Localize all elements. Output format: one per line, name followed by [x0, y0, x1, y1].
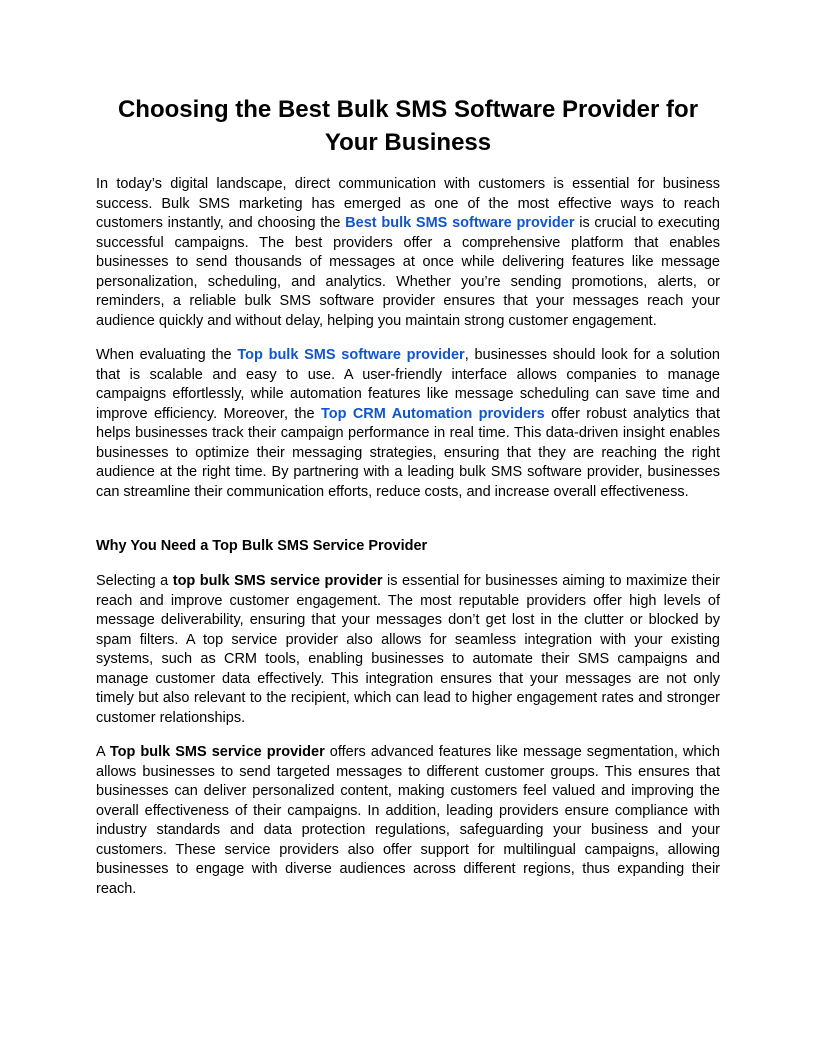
bold-phrase: top bulk SMS service provider: [172, 573, 383, 589]
paragraph-text: offer robust analytics that helps businesses track their campaign performance in real time. This data-driven insight enables businesses to optimize their messaging strategies, ensuring that they are reaching the right audience at the right time. By partnering with a leading bulk SMS software provider, businesses can streamline their communication efforts, reduce costs, and increase overall effectiveness.: [96, 405, 720, 500]
paragraph-text: When evaluating the: [96, 347, 238, 363]
paragraph-text: Selecting a: [96, 573, 173, 589]
paragraph-features: [96, 743, 720, 899]
top-crm-automation-link[interactable]: Top CRM Automation providers: [320, 405, 545, 422]
paragraph-intro: [96, 175, 720, 331]
paragraph-text: In today’s digital landscape, direct communication with customers is essential for business success. Bulk SMS marketing has emerged as one of the most effective ways to reach customers instantly, and choosing the: [96, 176, 720, 231]
paragraph-text: offers advanced features like message segmentation, which allows businesses to send targeted messages to different customer groups. This ensures that businesses can deliver personalized content, making customers feel valued and improving the overall effectiveness of their campaigns. In addition, leading providers ensure compliance with industry standards and data protection regulations, safeguarding your business and your customers. These service providers also offer support for multilingual campaigns, allowing businesses to engage with diverse audiences across different regions, thus expanding their reach.: [96, 744, 720, 897]
bold-phrase: Top bulk SMS service provider: [109, 744, 325, 760]
top-bulk-sms-software-link[interactable]: Top bulk SMS software provider: [237, 347, 465, 363]
paragraph-text: A: [96, 744, 110, 760]
paragraph-evaluating: [96, 346, 720, 502]
paragraph-selecting: [96, 572, 720, 728]
paragraph-text: is crucial to executing successful campaigns. The best providers offer a comprehensive platform that enables businesses to send thousands of messages at once while delivering features like message personalization, scheduling, and analytics. Whether you’re sending promotions, alerts, or reminders, a reliable bulk SMS software provider ensures that your messages reach your audience quickly and without delay, helping you maintain strong customer engagement.: [96, 215, 720, 329]
page-title: Choosing the Best Bulk SMS Software Provider for Your Business: [117, 96, 699, 156]
section-heading: Why You Need a Top Bulk SMS Service Provider: [96, 538, 428, 554]
paragraph-text: is essential for businesses aiming to maximize their reach and improve customer engagement. The most reputable providers offer high levels of message deliverability, ensuring that your messages don’t get lost in the clutter or blocked by spam filters. A top service provider also allows for seamless integration with your existing systems, such as CRM tools, enabling businesses to automate their SMS campaigns and manage customer data effectively. This integration ensures that your messages are not only timely but also relevant to the recipient, which can lead to higher engagement rates and stronger customer relationships.: [96, 573, 720, 726]
best-bulk-sms-link[interactable]: Best bulk SMS software provider: [345, 215, 575, 231]
paragraph-text: , businesses should look for a solution that is scalable and easy to use. A user-friendly interface allows companies to manage campaigns effortlessly, while automation features like message scheduling can save time and improve efficiency. Moreover, the: [96, 347, 720, 422]
